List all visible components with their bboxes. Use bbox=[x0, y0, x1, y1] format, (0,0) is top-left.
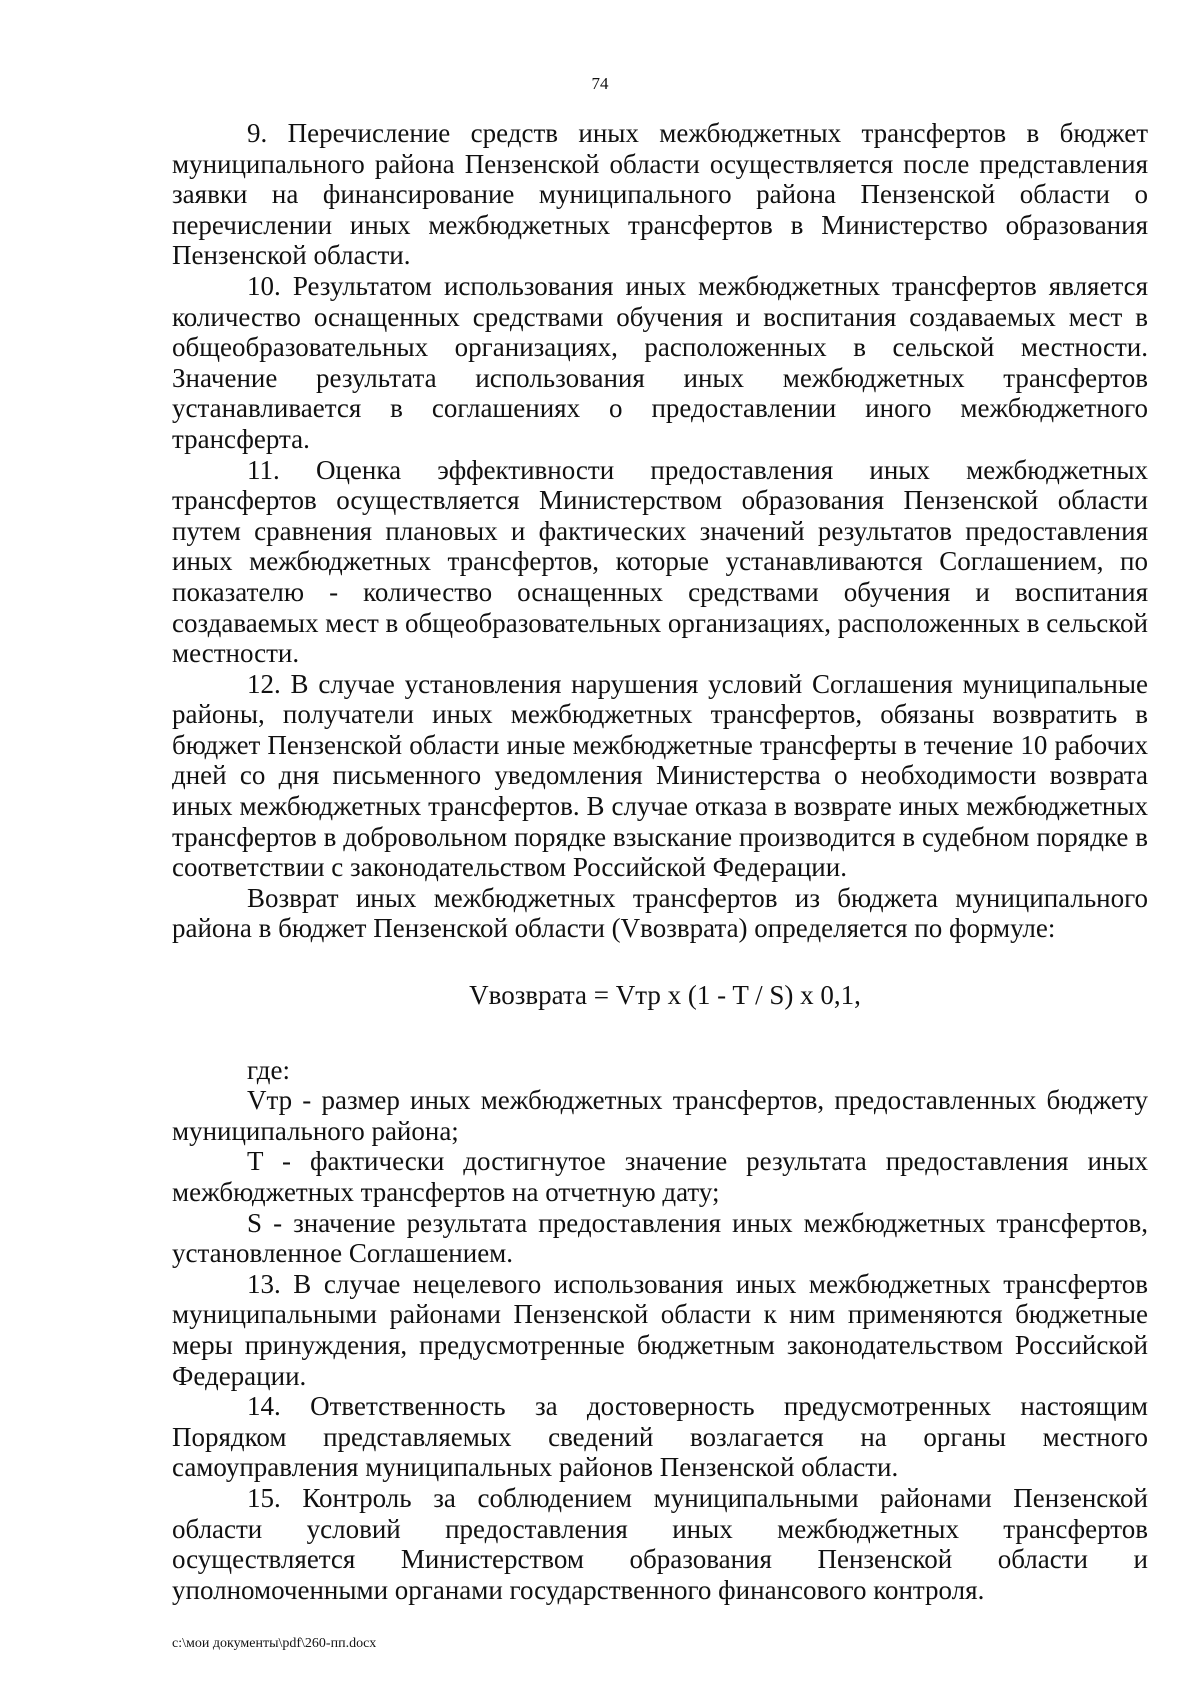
where-label: где: bbox=[247, 1054, 290, 1085]
document-body bbox=[172, 118, 1148, 1605]
page-number: 74 bbox=[591, 74, 609, 93]
paragraph-11: 11. Оценка эффективности предоставления иных межбюджетных трансфертов осуществляется Министерством образования Пензенской области путем сравнения плановых и фактических значений результатов предоставления иных межбюджетных трансфертов, которые устанавливаются Соглашением, по показателю - количество оснащенных средствами обучения и воспитания создаваемых мест в общеобразовательных организациях, расположенных в сельской местности. bbox=[172, 454, 1148, 669]
paragraph-15: 15. Контроль за соблюдением муниципальными районами Пензенской области условий предоставления иных межбюджетных трансфертов осуществляется Министерством образования Пензенской области и уполномоченными органами государственного финансового контроля. bbox=[172, 1482, 1148, 1605]
paragraph-return-intro: Возврат иных межбюджетных трансфертов из бюджета муниципального района в бюджет Пензенской области (Vвозврата) определяется по формуле: bbox=[172, 882, 1148, 944]
footer-file-path: c:\мои документы\pdf\260-пп.docx bbox=[172, 1636, 377, 1651]
return-formula: Vвозврата = Vтр x (1 - T / S) x 0,1, bbox=[469, 980, 861, 1011]
paragraph-10: 10. Результатом использования иных межбюджетных трансфертов является количество оснащенных средствами обучения и воспитания создаваемых мест в общеобразовательных организациях, расположенных в сельской местности. Значение результата использования иных межбюджетных трансфертов устанавливается в соглашениях о предоставлении иного межбюджетного трансферта. bbox=[172, 270, 1148, 454]
paragraph-14: 14. Ответственность за достоверность предусмотренных настоящим Порядком представляемых сведений возлагается на органы местного самоуправления муниципальных районов Пензенской области. bbox=[172, 1391, 1148, 1483]
paragraph-9: 9. Перечисление средств иных межбюджетных трансфертов в бюджет муниципального района Пензенской области осуществляется после представления заявки на финансирование муниципального района Пензенской области о перечислении иных межбюджетных трансфертов в Министерство образования Пензенской области. bbox=[172, 118, 1148, 271]
definition-s: S - значение результата предоставления иных межбюджетных трансфертов, установленное Соглашением. bbox=[172, 1207, 1148, 1269]
definition-vtr: Vтр - размер иных межбюджетных трансфертов, предоставленных бюджету муниципального района; bbox=[172, 1085, 1148, 1146]
definition-t: T - фактически достигнутое значение результата предоставления иных межбюджетных трансфертов на отчетную дату; bbox=[172, 1146, 1148, 1207]
paragraph-12: 12. В случае установления нарушения условий Соглашения муниципальные районы, получатели иных межбюджетных трансфертов, обязаны возвратить в бюджет Пензенской области иные межбюджетные трансферты в течение 10 рабочих дней со дня письменного уведомления Министерства о необходимости возврата иных межбюджетных трансфертов. В случае отказа в возврате иных межбюджетных трансфертов в добровольном порядке взыскание производится в судебном порядке в соответствии с законодательством Российской Федерации. bbox=[172, 668, 1148, 883]
paragraph-13: 13. В случае нецелевого использования иных межбюджетных трансфертов муниципальными районами Пензенской области к ним применяются бюджетные меры принуждения, предусмотренные бюджетным законодательством Российской Федерации. bbox=[172, 1268, 1148, 1391]
